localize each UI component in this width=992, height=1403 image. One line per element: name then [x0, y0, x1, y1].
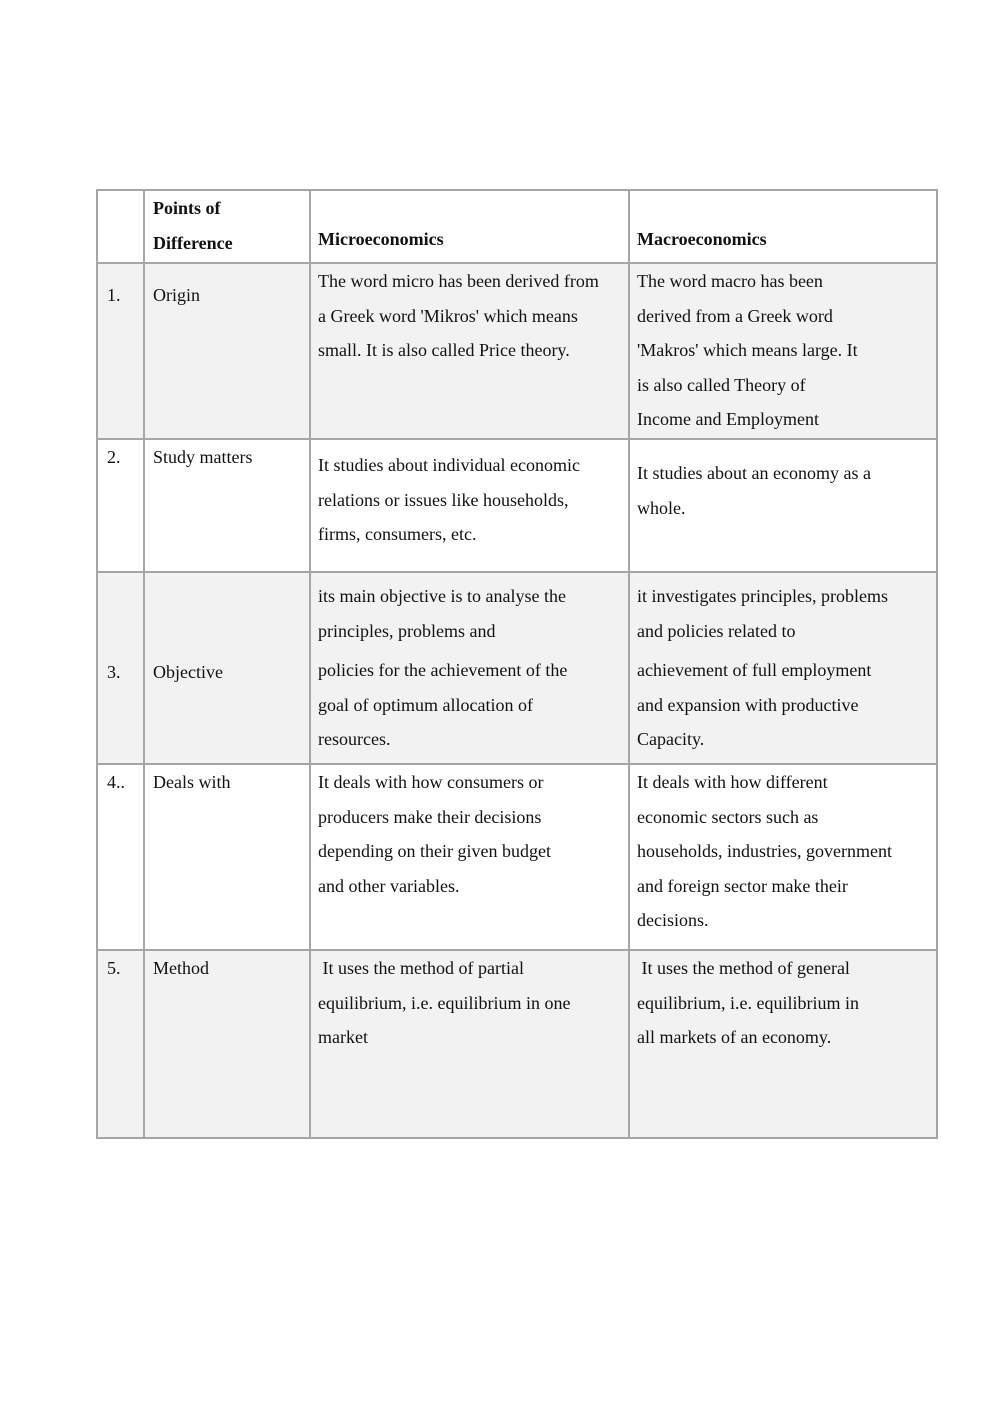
macroeconomics-cell [628, 262, 938, 440]
number-cell [96, 438, 145, 573]
text-line: derived from a Greek word [637, 305, 833, 326]
text-line: and policies related to [637, 620, 796, 641]
text-line: The word micro has been derived from [318, 271, 599, 291]
text-line: Study matters [153, 447, 253, 467]
text-line: 'Makros' which means large. It [637, 340, 858, 360]
text-line: and other variables. [318, 875, 460, 896]
text-line: small. It is also called Price theory. [318, 340, 570, 360]
text-line: equilibrium, i.e. equilibrium in one [318, 992, 571, 1013]
text-line: It studies about an economy as a [637, 463, 871, 483]
point-cell [143, 438, 311, 573]
text-line: Capacity. [637, 729, 705, 749]
microeconomics-cell [309, 438, 630, 573]
text-line: economic sectors such as [637, 806, 819, 827]
text-line: It uses the method of general [637, 958, 850, 978]
text-line: 3. [107, 662, 121, 682]
text-line: policies for the achievement of the [318, 660, 568, 680]
text-line: equilibrium, i.e. equilibrium in [637, 992, 859, 1013]
text-line: Origin [153, 285, 200, 305]
point-cell [143, 262, 311, 440]
number-cell [96, 763, 145, 951]
table-row [96, 763, 936, 949]
text-line: resources. [318, 729, 391, 749]
number-cell [96, 571, 145, 765]
text-line: relations or issues like households, [318, 489, 569, 510]
header-microeconomics-cell [309, 189, 630, 264]
point-cell [143, 763, 311, 951]
text-line: all markets of an economy. [637, 1027, 832, 1047]
table-row [96, 262, 936, 438]
table-row [96, 438, 936, 571]
text-line: 4.. [107, 772, 125, 792]
table-row [96, 949, 936, 1137]
number-cell [96, 262, 145, 440]
text-line: principles, problems and [318, 620, 496, 641]
text-line: It studies about individual economic [318, 455, 580, 475]
text-line: Deals with [153, 772, 231, 792]
text-line: goal of optimum allocation of [318, 694, 533, 715]
text-line: producers make their decisions [318, 806, 542, 827]
text-line: 1. [107, 285, 121, 305]
microeconomics-cell [309, 763, 630, 951]
header-number-cell [96, 189, 145, 264]
text-line: firms, consumers, etc. [318, 524, 477, 544]
table-header-row [96, 189, 936, 262]
text-line: Microeconomics [318, 229, 444, 249]
text-line: 2. [107, 447, 121, 467]
text-line: and expansion with productive [637, 694, 859, 715]
text-line: it investigates principles, problems [637, 586, 888, 606]
microeconomics-cell [309, 262, 630, 440]
header-macroeconomics-cell [628, 189, 938, 264]
number-cell [96, 949, 145, 1139]
header-point-cell [143, 189, 311, 264]
text-line: Macroeconomics [637, 229, 767, 249]
text-line: is also called Theory of [637, 374, 806, 395]
comparison-table [96, 189, 936, 1137]
text-line: its main objective is to analyse the [318, 586, 566, 606]
text-line: Method [153, 958, 209, 978]
text-line: The word macro has been [637, 271, 823, 291]
text-line: households, industries, government [637, 841, 892, 861]
point-cell [143, 571, 311, 765]
text-line: It deals with how different [637, 772, 828, 792]
text-line: a Greek word 'Mikros' which means [318, 305, 578, 326]
text-line: Points of [153, 198, 221, 218]
point-cell [143, 949, 311, 1139]
microeconomics-cell [309, 571, 630, 765]
text-line: decisions. [637, 910, 709, 930]
macroeconomics-cell [628, 949, 938, 1139]
text-line: It uses the method of partial [318, 958, 524, 978]
text-line: 5. [107, 958, 121, 978]
text-line: Objective [153, 662, 223, 682]
macroeconomics-cell [628, 438, 938, 573]
macroeconomics-cell [628, 763, 938, 951]
text-line: It deals with how consumers or [318, 772, 544, 792]
text-line: depending on their given budget [318, 841, 551, 861]
text-line: Difference [153, 232, 233, 253]
text-line: and foreign sector make their [637, 875, 848, 896]
table-row [96, 571, 936, 763]
macroeconomics-cell [628, 571, 938, 765]
text-line: whole. [637, 497, 686, 518]
text-line: market [318, 1027, 368, 1047]
text-line: Income and Employment [637, 409, 819, 429]
text-line: achievement of full employment [637, 660, 872, 680]
microeconomics-cell [309, 949, 630, 1139]
